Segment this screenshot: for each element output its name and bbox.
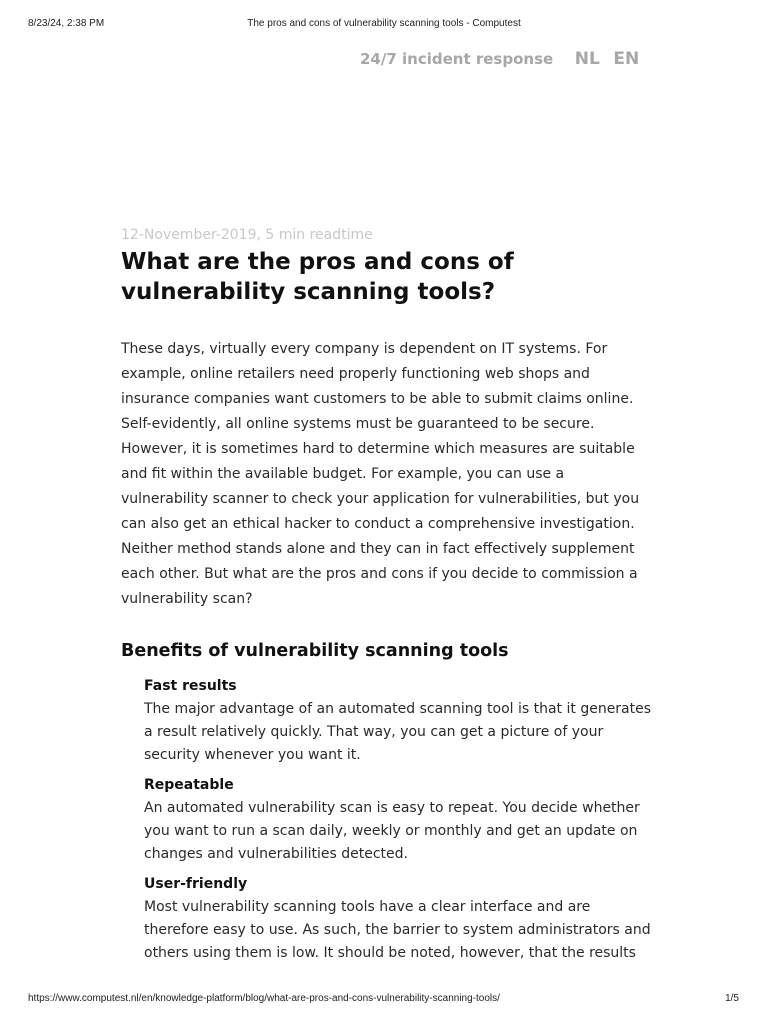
article-title: What are the pros and cons of vulnerability scanning tools? xyxy=(121,249,514,305)
article-intro: These days, virtually every company is dependent on IT systems. For example, online retailers need properly functioning web shops and insurance companies want customers to be able to submit claims online. Self-evidently, all online systems must be guaranteed to be secure. However, it is sometimes hard to determine which measures are suitable and fit within the available budget. For example, you can use a vulnerability scanner to check your application for vulnerabilities, but you can also get an ethical hacker to conduct a comprehensive investigation. Neither method stands alone and they can in fact effectively supplement each other. But what are the pros and cons if you decide to commission a vulnerability scan? xyxy=(121,341,640,607)
benefit-title: User-friendly xyxy=(144,876,248,892)
language-nl-link[interactable]: NL xyxy=(574,49,600,69)
benefit-text: The major advantage of an automated scanning tool is that it generates a result relatively quickly. That way, you can get a picture of your security whenever you want it. xyxy=(144,701,652,763)
benefit-item xyxy=(144,774,654,866)
article-meta: 12-November-2019, 5 min readtime xyxy=(121,227,373,243)
benefit-text: Most vulnerability scanning tools have a clear interface and are therefore easy to use. As such, the barrier to system administrators and others using them is low. It should be noted, however, that the results xyxy=(144,899,651,961)
benefits-heading: Benefits of vulnerability scanning tools xyxy=(121,641,509,661)
print-url: https://www.computest.nl/en/knowledge-platform/blog/what-are-pros-and-cons-vulnerability-scanning-tools/ xyxy=(28,993,500,1004)
incident-response-link[interactable]: 24/7 incident response xyxy=(360,50,554,68)
benefit-title: Repeatable xyxy=(144,777,234,793)
language-en-link[interactable]: EN xyxy=(613,49,640,69)
top-navigation xyxy=(360,49,639,69)
article xyxy=(121,224,651,972)
benefit-item xyxy=(144,675,654,767)
print-page-number: 1/5 xyxy=(725,993,739,1004)
benefit-text: An automated vulnerability scan is easy to repeat. You decide whether you want to run a scan daily, weekly or monthly and get an update on changes and vulnerabilities detected. xyxy=(144,800,640,862)
benefit-title: Fast results xyxy=(144,678,237,694)
print-page-title: The pros and cons of vulnerability scanning tools - Computest xyxy=(247,18,521,29)
benefit-item xyxy=(144,873,654,965)
benefits-list xyxy=(144,675,654,965)
print-datetime: 8/23/24, 2:38 PM xyxy=(28,18,105,29)
